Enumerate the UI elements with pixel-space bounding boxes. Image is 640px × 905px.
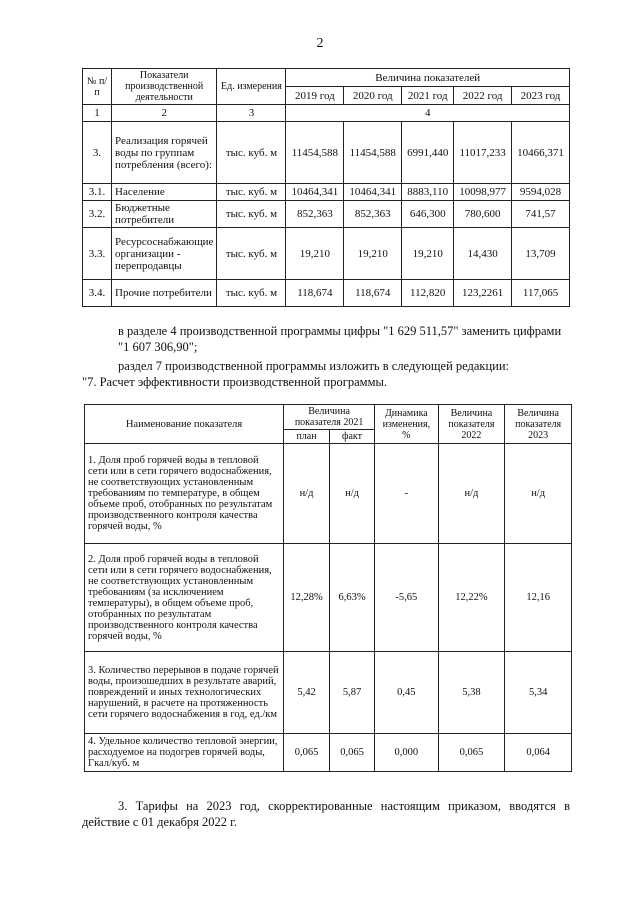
header-num: № п/п [83,69,112,105]
row-name: Бюджетные потребители [112,201,217,228]
value-2023: 0,064 [505,734,572,772]
table-row [85,652,572,734]
value-2023: 5,34 [505,652,572,734]
row-value: 11454,588 [344,122,402,184]
row-unit: тыс. куб. м [217,201,286,228]
row-value: 9594,028 [512,184,570,201]
indicator-name: 1. Доля проб горячей воды в тепловой сети или в сети горячего водоснабжения, не соответствующих установленным требованиям по температуре, в общем объеме проб, отобранных по результатам производственного контроля качества горячей воды, % [85,444,284,544]
value-plan: 0,065 [284,734,330,772]
value-2023: 12,16 [505,544,572,652]
indicator-name: 3. Количество перерывов в подаче горячей воды, произошедших в результате аварий, повреждений и иных технологических нарушений, в расчете на протяженность сети горячего водоснабжения в год, ед./км [85,652,284,734]
row-value: 118,674 [344,280,402,307]
header-name: Наименование показателя [85,405,284,444]
value-dynamics: - [375,444,438,544]
row-value: 19,210 [286,228,344,280]
indicator-name: 4. Удельное количество тепловой энергии, расходуемое на подогрев горячей воды, Гкал/куб. м [85,734,284,772]
header-unit: Ед. измерения [217,69,286,105]
header-indicator: Показатели производственной деятельности [112,69,217,105]
row-unit: тыс. куб. м [217,280,286,307]
indicator-name: 2. Доля проб горячей воды в тепловой сети или в сети горячего водоснабжения, не соответствующих установленным требованиям (за исключением температуры), в общем объеме проб, отобранных по результатам производственного контроля качества горячей воды, % [85,544,284,652]
row-value: 10466,371 [512,122,570,184]
value-plan: 12,28% [284,544,330,652]
row-value: 14,430 [454,228,512,280]
row-value: 19,210 [344,228,402,280]
paragraph-1 [118,323,570,355]
table-row [85,734,572,772]
header-plan: план [284,430,330,444]
table-row [83,184,570,201]
header-year: 2020 год [344,87,402,105]
table-row [83,280,570,307]
paragraph-3: "7. Расчет эффективности производственной программы. [82,375,387,389]
row-value: 112,820 [402,280,454,307]
table-row [83,122,570,184]
efficiency-table [84,404,572,772]
value-2023: н/д [505,444,572,544]
value-plan: н/д [284,444,330,544]
table-row [83,201,570,228]
row-value: 123,2261 [454,280,512,307]
table-row [85,544,572,652]
row-unit: тыс. куб. м [217,122,286,184]
header-year: 2023 год [512,87,570,105]
row-value: 19,210 [402,228,454,280]
row-value: 646,300 [402,201,454,228]
row-number: 3. [83,122,112,184]
row-value: 741,57 [512,201,570,228]
paragraph-1-text: в разделе 4 производственной программы цифры "1 629 511,57" заменить цифрами "1 607 306,90"; [118,324,562,354]
header-fact: факт [329,430,374,444]
value-dynamics: -5,65 [375,544,438,652]
value-dynamics: 0,45 [375,652,438,734]
row-value: 6991,440 [402,122,454,184]
table-row [83,228,570,280]
index-cell: 1 [83,105,112,122]
table-row [85,444,572,544]
row-name: Прочие потребители [112,280,217,307]
header-value-2023: Величина показателя 2023 [505,405,572,444]
row-number: 3.4. [83,280,112,307]
row-value: 10098,977 [454,184,512,201]
row-unit: тыс. куб. м [217,228,286,280]
row-value: 11454,588 [286,122,344,184]
row-value: 13,709 [512,228,570,280]
row-value: 852,363 [286,201,344,228]
value-2022: н/д [438,444,505,544]
value-2022: 12,22% [438,544,505,652]
row-value: 10464,341 [286,184,344,201]
header-value-2022: Величина показателя 2022 [438,405,505,444]
row-value: 8883,110 [402,184,454,201]
production-indicators-table [82,68,570,307]
row-value: 117,065 [512,280,570,307]
paragraph-2: раздел 7 производственной программы изложить в следующей редакции: [118,359,510,373]
row-value: 11017,233 [454,122,512,184]
row-name: Реализация горячей воды по группам потребления (всего): [112,122,217,184]
header-value-2021: Величина показателя 2021 [284,405,375,430]
value-fact: 6,63% [329,544,374,652]
header-year: 2019 год [286,87,344,105]
row-value: 118,674 [286,280,344,307]
row-name: Население [112,184,217,201]
header-year: 2021 год [402,87,454,105]
row-value: 780,600 [454,201,512,228]
row-number: 3.3. [83,228,112,280]
value-2022: 0,065 [438,734,505,772]
value-fact: 5,87 [329,652,374,734]
value-dynamics: 0,000 [375,734,438,772]
header-values-group: Величина показателей [286,69,570,87]
header-year: 2022 год [454,87,512,105]
value-fact: н/д [329,444,374,544]
value-2022: 5,38 [438,652,505,734]
value-plan: 5,42 [284,652,330,734]
value-fact: 0,065 [329,734,374,772]
row-value: 852,363 [344,201,402,228]
row-name: Ресурсоснабжающие организации - перепродавцы [112,228,217,280]
row-number: 3.1. [83,184,112,201]
index-cell: 4 [286,105,570,122]
page-number: 2 [316,36,324,51]
row-number: 3.2. [83,201,112,228]
closing-paragraph: 3. Тарифы на 2023 год, скорректированные настоящим приказом, вводятся в действие с 01 декабря 2022 г. [82,799,570,829]
row-value: 10464,341 [344,184,402,201]
row-unit: тыс. куб. м [217,184,286,201]
index-cell: 3 [217,105,286,122]
index-cell: 2 [112,105,217,122]
header-dynamics: Динамика изменения, % [375,405,438,444]
